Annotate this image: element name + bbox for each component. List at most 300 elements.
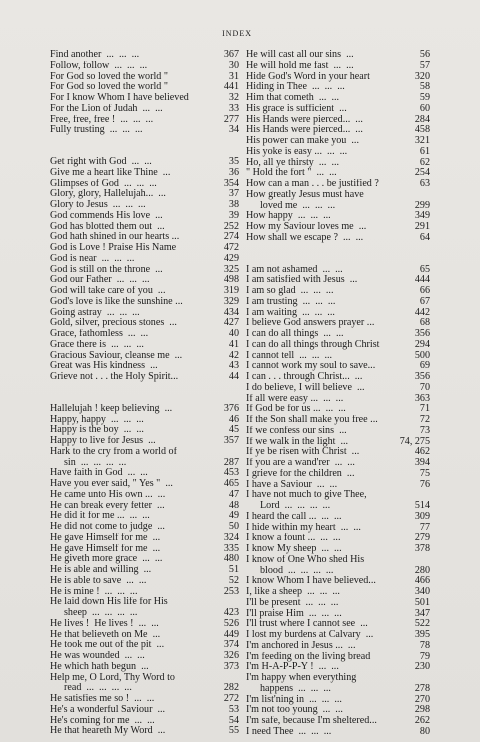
index-entry — [246, 318, 430, 329]
index-entry — [246, 104, 430, 115]
hymn-title: I can do all things ... ... — [246, 329, 344, 339]
hymn-title: Happy to live for Jesus ... — [50, 436, 156, 446]
hymn-number: 47 — [228, 488, 239, 500]
hymn-number: 64 — [419, 231, 430, 243]
hymn-number: 320 — [414, 70, 430, 82]
hymn-title: I'm H-A-P-P-Y ! ... ... — [246, 662, 339, 673]
index-entry — [50, 565, 239, 576]
hymn-number: 78 — [419, 639, 430, 651]
hymn-title: How my Saviour loves me ... — [246, 222, 367, 232]
index-entry — [50, 243, 239, 254]
index-entry — [50, 533, 239, 544]
hymn-number: 66 — [419, 285, 430, 296]
index-entry — [246, 716, 430, 727]
hymn-title: Find another ... ... ... — [50, 50, 140, 60]
hymn-title: I'm feeding on the living bread — [246, 651, 371, 662]
hymn-title: I am satisfied with Jesus ... — [246, 275, 358, 286]
index-entry — [246, 501, 430, 512]
index-entry — [246, 533, 430, 544]
index-entry — [50, 286, 239, 297]
index-entry — [246, 265, 430, 276]
hymn-number — [215, 447, 239, 458]
hymn-number: 70 — [419, 381, 430, 393]
index-entry — [246, 125, 430, 136]
hymn-number: 279 — [414, 532, 430, 544]
index-entry — [50, 726, 239, 737]
hymn-title: He was wounded ... ... — [50, 651, 145, 661]
index-entry — [246, 61, 430, 72]
index-entry — [50, 458, 239, 469]
hymn-title: He came unto His own ... ... — [50, 489, 166, 500]
index-entry — [246, 555, 430, 566]
hymn-title: He is able to save ... ... — [50, 575, 147, 586]
hymn-number: 356 — [414, 371, 430, 382]
hymn-number: 357 — [223, 435, 239, 446]
index-entry — [246, 523, 430, 534]
hymn-title: For God so loved the world " — [50, 71, 168, 82]
hymn-title: Great was His kindness ... — [50, 361, 158, 372]
index-entry — [246, 673, 430, 684]
hymn-title: He gave Himself for me ... — [50, 543, 161, 554]
hymn-number: 427 — [223, 317, 239, 329]
hymn-title: I do believe, I will believe ... — [246, 382, 365, 393]
index-entry — [50, 254, 239, 265]
index-entry — [246, 619, 430, 630]
hymn-title: If all were easy ... ... ... — [246, 393, 344, 404]
index-entry — [50, 211, 239, 222]
hymn-number: 38 — [228, 199, 239, 210]
hymn-number: 434 — [223, 306, 239, 318]
hymn-title: I cannot tell ... ... ... — [246, 350, 333, 361]
hymn-title: He took me out of the pit ... — [50, 640, 165, 651]
hymn-title: God will take care of you ... — [50, 286, 166, 296]
hymn-title: Gracious Saviour, cleanse me ... — [50, 350, 183, 361]
index-entry — [50, 554, 239, 565]
hymn-number: 79 — [419, 650, 430, 662]
index-entry — [50, 125, 239, 136]
hymn-title: I know a fount ... ... ... — [246, 533, 341, 544]
hymn-number: 462 — [414, 446, 430, 458]
index-entry — [246, 115, 430, 126]
index-entry — [246, 179, 430, 190]
index-entry — [246, 415, 430, 426]
hymn-number: 501 — [414, 596, 430, 608]
hymn-number: 378 — [414, 543, 430, 554]
index-entry — [246, 50, 430, 61]
hymn-title: God is still on the throne ... — [50, 264, 163, 275]
index-entry — [50, 372, 239, 383]
index-entry — [246, 447, 430, 458]
index-entry — [246, 727, 430, 738]
hymn-title: I am not ashamed ... ... — [246, 264, 343, 275]
hymn-title: God our Father ... ... ... — [50, 275, 150, 286]
hymn-number: 480 — [223, 553, 239, 565]
hymn-title: He is able and willing ... — [50, 565, 152, 575]
index-entry — [50, 479, 239, 490]
index-entry — [50, 662, 239, 673]
hymn-number: 465 — [223, 478, 239, 489]
hymn-number: 80 — [419, 725, 430, 737]
index-entry — [50, 415, 239, 426]
hymn-number: 335 — [223, 542, 239, 554]
hymn-number: 254 — [414, 167, 430, 179]
hymn-number: 252 — [223, 220, 239, 232]
index-entry — [50, 340, 239, 351]
hymn-number: 46 — [228, 413, 239, 425]
index-entry — [246, 275, 430, 286]
hymn-title: I hide within my heart ... ... — [246, 522, 361, 533]
hymn-number: 253 — [223, 585, 239, 597]
index-entry — [50, 716, 239, 727]
index-entry — [246, 512, 430, 523]
index-entry — [50, 522, 239, 533]
hymn-title: I have a Saviour ... ... — [246, 479, 338, 490]
index-entry — [50, 168, 239, 179]
hymn-title: I am so glad ... ... ... — [246, 286, 334, 296]
hymn-number: 291 — [414, 221, 430, 232]
hymn-number: 74, 275 — [399, 435, 430, 447]
hymn-number: 44 — [228, 371, 239, 382]
section-gap — [50, 136, 239, 157]
hymn-title: Hiding in Thee ... ... ... — [246, 82, 345, 93]
hymn-title: Grace, fathomless ... ... — [50, 329, 149, 339]
index-entry — [246, 469, 430, 480]
hymn-title: I know My sheep ... ... — [246, 544, 342, 554]
hymn-number: 49 — [228, 510, 239, 522]
index-entry — [246, 136, 430, 147]
hymn-title: His yoke is easy ... ... ... — [246, 146, 348, 157]
index-entry — [246, 426, 430, 437]
hymn-number: 325 — [223, 263, 239, 275]
hymn-number: 354 — [223, 177, 239, 189]
hymn-title: Going astray ... ... ... — [50, 307, 140, 318]
index-entry — [50, 694, 239, 705]
hymn-title: He laid down His life for His — [50, 597, 168, 608]
hymn-title: His grace is sufficient ... — [246, 103, 347, 114]
hymn-number: 69 — [419, 360, 430, 372]
hymn-number: 62 — [419, 156, 430, 168]
index-entry — [246, 147, 430, 158]
index-entry — [50, 93, 239, 104]
index-entry — [246, 211, 430, 222]
hymn-title: God is near ... ... ... — [50, 253, 135, 264]
index-entry — [50, 61, 239, 72]
index-entry — [246, 662, 430, 673]
hymn-number: 50 — [228, 521, 239, 532]
hymn-title: He satisfies me so ! ... ... — [50, 694, 155, 704]
hymn-number: 40 — [228, 328, 239, 339]
hymn-title: Fully trusting ... ... ... — [50, 125, 143, 136]
hymn-number: 262 — [414, 715, 430, 726]
index-entry — [246, 72, 430, 83]
hymn-title: Have faith in God ... ... — [50, 468, 148, 479]
section-gap — [50, 383, 239, 404]
index-entry — [246, 480, 430, 491]
hymn-title: I'm happy when everything — [246, 673, 357, 683]
hymn-number: 34 — [228, 124, 239, 136]
hymn-title: His Hands were pierced... ... — [246, 114, 363, 125]
hymn-title: His Hands were pierced... ... — [246, 125, 363, 136]
index-entry — [246, 630, 430, 641]
index-entry — [50, 490, 239, 501]
index-entry — [246, 168, 430, 179]
index-entry — [246, 201, 430, 212]
index-entry — [246, 437, 430, 448]
index-entry — [246, 458, 430, 469]
hymn-title: I can . . . through Christ... ... — [246, 372, 363, 382]
index-entry — [50, 82, 239, 93]
index-entry — [50, 447, 239, 458]
section-gap — [246, 244, 430, 265]
hymn-title: Help me, O Lord, Thy Word to — [50, 672, 175, 683]
hymn-title: God is Love ! Praise His Name — [50, 243, 177, 253]
hymn-number: 374 — [223, 639, 239, 651]
hymn-title: I have not much to give Thee, — [246, 490, 367, 501]
hymn-number: 58 — [419, 81, 430, 93]
index-entry — [246, 308, 430, 319]
hymn-number: 53 — [228, 703, 239, 715]
hymn-number: 31 — [228, 70, 239, 82]
hymn-title: Grieve not . . . the Holy Spirit... — [50, 372, 179, 382]
index-entry — [50, 404, 239, 415]
hymn-number: 326 — [223, 650, 239, 661]
hymn-title: I'm anchored in Jesus ... ... — [246, 640, 356, 651]
hymn-title: He will hold me fast ... ... — [246, 60, 354, 71]
hymn-title: He giveth more grace ... ... — [50, 554, 163, 565]
hymn-title: If we walk in the light ... — [246, 436, 349, 447]
index-entry — [50, 651, 239, 662]
hymn-title: I can do all things through Christ — [246, 339, 380, 350]
index-entry — [246, 222, 430, 233]
hymn-title: I am waiting ... ... ... — [246, 307, 335, 318]
hymn-number: 270 — [414, 693, 430, 705]
hymn-number: 282 — [223, 682, 239, 694]
hymn-number: 466 — [414, 575, 430, 587]
index-entry — [50, 308, 239, 319]
hymn-number: 367 — [223, 49, 239, 60]
index-entry — [50, 468, 239, 479]
index-entry — [50, 511, 239, 522]
hymn-title: Glimpses of God ... ... ... — [50, 178, 157, 189]
hymn-title: He gave Himself for me ... — [50, 532, 161, 543]
hymn-number: 30 — [228, 59, 239, 71]
hymn-number: 522 — [414, 618, 430, 630]
index-entry — [50, 587, 239, 598]
hymn-number: 458 — [414, 124, 430, 136]
hymn-number: 319 — [223, 285, 239, 296]
hymn-title: If the Son shall make you free ... — [246, 415, 378, 425]
index-entry — [246, 404, 430, 415]
hymn-title: God has blotted them out ... — [50, 221, 165, 232]
index-entry — [246, 641, 430, 652]
hymn-number: 321 — [414, 135, 430, 146]
hymn-title: How greatly Jesus must have — [246, 189, 364, 200]
hymn-number: 324 — [223, 531, 239, 543]
hymn-title: sheep ... ... ... ... — [64, 608, 138, 618]
hymn-title: I'm list'ning in ... ... ... — [246, 694, 342, 705]
hymn-title: He's coming for me ... ... — [50, 715, 155, 726]
hymn-title: God's love is like the sunshine ... — [50, 296, 183, 307]
hymn-number: 32 — [228, 92, 239, 103]
hymn-number: 60 — [419, 102, 430, 114]
hymn-title: Gold, silver, precious stones ... — [50, 318, 177, 329]
hymn-number: 309 — [414, 510, 430, 522]
index-entry — [246, 394, 430, 405]
index-entry — [246, 705, 430, 716]
hymn-title: Happy, happy ... ... ... — [50, 414, 144, 425]
hymn-number: 43 — [228, 360, 239, 372]
hymn-number: 449 — [223, 628, 239, 640]
hymn-title: Grace there is ... ... ... — [50, 339, 144, 350]
index-entry — [50, 72, 239, 83]
hymn-title: I'll praise Him ... ... ... — [246, 608, 342, 619]
hymn-number: 329 — [223, 295, 239, 307]
hymn-title: Follow, follow ... ... ... — [50, 60, 148, 71]
index-entry — [50, 597, 239, 608]
hymn-number: 395 — [414, 629, 430, 640]
hymn-title: His power can make you ... — [246, 136, 359, 146]
hymn-number: 48 — [228, 499, 239, 511]
index-entry — [50, 544, 239, 555]
index-entry — [246, 297, 430, 308]
hymn-number: 36 — [228, 166, 239, 178]
hymn-number: 444 — [414, 274, 430, 286]
hymn-title: He's a wonderful Saviour ... — [50, 704, 166, 715]
hymn-title: Get right with God ... ... — [50, 157, 152, 167]
hymn-number: 55 — [228, 725, 239, 737]
index-entry — [50, 318, 239, 329]
hymn-number: 514 — [414, 500, 430, 511]
hymn-title: He that believeth on Me ... — [50, 629, 161, 640]
hymn-title: For I know Whom I have believed — [50, 93, 189, 103]
index-entry — [50, 425, 239, 436]
hymn-number: 76 — [419, 478, 430, 490]
index-entry — [246, 598, 430, 609]
hymn-title: I cannot work my soul to save... — [246, 361, 376, 372]
hymn-number: 298 — [414, 704, 430, 716]
index-entry — [246, 609, 430, 620]
hymn-title: God commends His love ... — [50, 210, 163, 221]
hymn-title: How can a man . . . be justified ? — [246, 179, 379, 189]
hymn-title: Hide God's Word in your heart — [246, 71, 370, 82]
hymn-title: He did it for me ... ... ... — [50, 511, 150, 522]
hymn-title: If you are a wand'rer ... ... — [246, 458, 355, 468]
hymn-title: For God so loved the world " — [50, 82, 168, 93]
hymn-number: 423 — [223, 607, 239, 618]
index-entry — [246, 372, 430, 383]
hymn-title: Glory, glory, Hallelujah... ... — [50, 189, 166, 200]
hymn-title: Hark to the cry from a world of — [50, 446, 177, 457]
hymn-number: 56 — [419, 49, 430, 60]
hymn-title: I lost my burdens at Calvary ... — [246, 630, 374, 640]
hymn-number: 441 — [223, 81, 239, 93]
right-column — [246, 50, 430, 738]
hymn-number: 287 — [223, 456, 239, 468]
index-entry — [50, 232, 239, 243]
hymn-title: God hath shined in our hearts ... — [50, 232, 180, 243]
left-column — [50, 50, 239, 737]
index-entry — [246, 361, 430, 372]
hymn-number: 347 — [414, 607, 430, 619]
hymn-title: He is mine ! ... ... ... — [50, 586, 138, 597]
index-entry — [50, 361, 239, 372]
hymn-title: Glory to Jesus ... ... ... — [50, 200, 146, 210]
index-entry — [50, 179, 239, 190]
hymn-number: 500 — [414, 349, 430, 361]
hymn-title: Ho, all ye thirsty ... ... — [246, 157, 340, 168]
index-entry — [50, 576, 239, 587]
hymn-title: He that heareth My Word ... — [50, 726, 166, 737]
index-entry — [50, 297, 239, 308]
hymn-title: He will cast all our sins ... — [246, 50, 354, 60]
hymn-number: 57 — [419, 59, 430, 71]
hymn-number: 71 — [419, 403, 430, 415]
hymn-number: 68 — [419, 317, 430, 329]
index-entry — [50, 222, 239, 233]
hymn-title: read ... ... ... ... — [64, 683, 132, 694]
hymn-number: 274 — [223, 231, 239, 243]
hymn-title: I'll be present ... ... ... — [246, 597, 339, 608]
hymn-number — [406, 555, 430, 566]
hymn-title: I'll trust where I cannot see ... — [246, 619, 368, 630]
hymn-title: blood ... ... ... ... — [260, 565, 334, 576]
hymn-title: For the Lion of Judah ... ... — [50, 103, 163, 114]
index-entry — [246, 587, 430, 598]
hymn-number: 284 — [414, 113, 430, 125]
index-entry — [50, 265, 239, 276]
hymn-title: I heard the call ... ... ... — [246, 511, 342, 522]
index-entry — [50, 351, 239, 362]
hymn-number: 59 — [419, 92, 430, 103]
index-entry — [50, 683, 239, 694]
hymn-number — [406, 190, 430, 201]
hymn-number: 75 — [419, 467, 430, 479]
hymn-title: I grieve for the children ... — [246, 468, 355, 479]
index-entry — [50, 501, 239, 512]
index-entry — [246, 652, 430, 663]
index-entry — [50, 275, 239, 286]
hymn-number: 51 — [228, 564, 239, 575]
index-entry — [50, 640, 239, 651]
hymn-title: Hallelujah ! keep believing ... — [50, 403, 173, 414]
hymn-title: Free, free, free ! ... ... ... — [50, 114, 154, 125]
hymn-number: 363 — [414, 392, 430, 404]
hymn-title: I, like a sheep ... ... ... — [246, 587, 340, 597]
hymn-title: I know Whom I have believed... — [246, 576, 376, 587]
hymn-title: If ye be risen with Christ ... — [246, 447, 360, 458]
hymn-title: I need Thee ... ... ... — [246, 726, 332, 737]
hymn-number: 45 — [228, 424, 239, 436]
hymn-title: I'm not too young ... ... — [246, 705, 343, 716]
hymn-title: Have you ever said, " Yes " ... — [50, 479, 173, 489]
hymn-title: loved me ... ... ... — [260, 200, 336, 211]
hymn-number: 41 — [228, 338, 239, 350]
hymn-number: 373 — [223, 660, 239, 672]
index-entry — [246, 544, 430, 555]
hymn-number: 230 — [414, 661, 430, 673]
index-entry — [246, 383, 430, 394]
index-entry — [246, 351, 430, 362]
hymn-title: happens ... ... ... — [260, 683, 331, 694]
hymn-title: I am trusting ... ... ... — [246, 296, 336, 307]
index-entry — [50, 115, 239, 126]
hymn-number: 453 — [223, 467, 239, 479]
index-entry — [50, 436, 239, 447]
hymn-number: 526 — [223, 617, 239, 629]
hymn-title: How shall we escape ? ... ... — [246, 232, 364, 243]
hymn-title: I know of One Who shed His — [246, 554, 365, 565]
hymn-title: Happy is the boy ... ... — [50, 425, 144, 436]
